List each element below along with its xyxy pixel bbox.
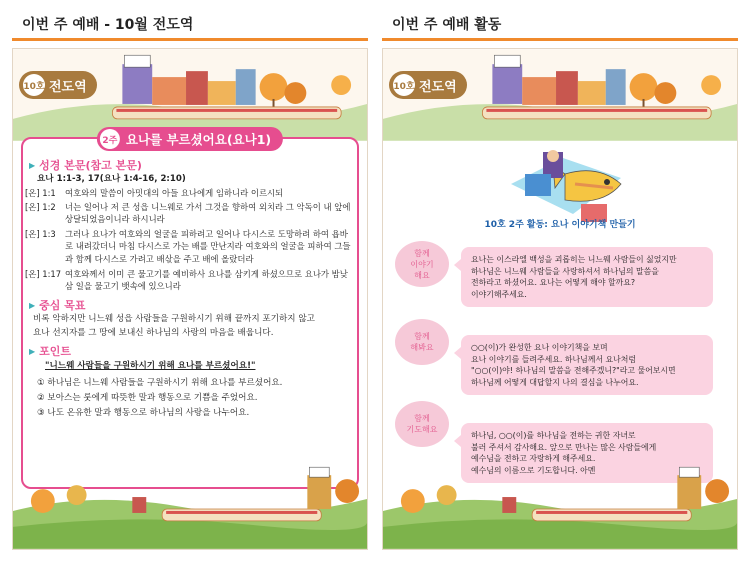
step-line: 이야기해주세요. xyxy=(471,289,527,299)
point-item: ② 보아스는 룻에게 따뜻한 말과 행동으로 기쁨을 주었어요. xyxy=(37,393,258,403)
step-label-line: 이야기 xyxy=(410,259,434,269)
verse-text: 여호와께서 이미 큰 물고기를 예비하사 요나를 삼키게 하셨으므로 요나가 밤낮 삼 일을 물고기 뱃속에 있으니라 xyxy=(65,269,348,292)
step-line: 예수님을 전하고 자랑하게 해주세요. xyxy=(471,454,596,463)
step-line: 불러 주셔서 감사해요. 앞으로 만나는 많은 사람들에게 xyxy=(471,442,657,452)
verse-ref: [온] 1:17 xyxy=(25,269,62,279)
scripture-heading xyxy=(29,157,142,173)
point-item: ① 하나님은 니느웨 사람들을 구원하시기 위해 요나를 부르셨어요. xyxy=(37,378,283,388)
volume-label: 전도역 xyxy=(419,79,457,95)
step-line: 하나님께 어떻게 대답할지 나의 결심을 나누어요. xyxy=(471,377,639,387)
triangle-bullet-icon: ▶ xyxy=(29,160,36,170)
step-label-line: 함께 xyxy=(414,248,430,258)
step-line: 하나님은 니느웨 사람들을 사랑하셔서 하나님의 말씀을 xyxy=(471,266,659,276)
volume-number: 10호 xyxy=(23,74,45,96)
step-label-line: 해요 xyxy=(414,270,430,280)
step-line: 전하라고 하셨어요. 요나는 어떻게 해야 할까요? xyxy=(471,278,636,287)
step-line: "○○(이)야! 하나님의 말씀을 전해주겠니?"라고 물어보시면 xyxy=(471,366,676,375)
step-label-pray xyxy=(395,401,449,447)
step-line: 요나 이야기를 들려주세요. 하나님께서 요나처럼 xyxy=(471,354,636,364)
points-heading-text: 포인트 xyxy=(39,345,72,358)
village-footer-illustration xyxy=(13,461,367,549)
left-slide-title: 이번 주 예배 - 10월 전도역 xyxy=(22,17,194,33)
goal-heading-text: 중심 목표 xyxy=(39,299,86,312)
volume-badge xyxy=(389,71,467,99)
verse-row xyxy=(25,228,355,265)
step-card-talk xyxy=(461,247,713,307)
step-label-line: 함께 xyxy=(414,332,430,341)
right-title-rule xyxy=(382,38,738,41)
triangle-bullet-icon: ▶ xyxy=(29,346,36,356)
lesson-sheet xyxy=(21,132,359,489)
goal-heading xyxy=(29,297,86,313)
verse-ref: [온] 1:2 xyxy=(25,202,56,212)
week-badge: 2주 xyxy=(100,129,120,149)
lesson-panel xyxy=(12,48,368,550)
verse-text: 너는 일어나 저 큰 성읍 니느웨로 가서 그것을 향하여 외치라 그 악독이 내 앞에 상달되었음이니라 하시니라 xyxy=(65,202,351,225)
step-label-do xyxy=(395,319,449,365)
verse-text: 그러나 요나가 여호와의 얼굴을 피하려고 일어나 다시스로 도망하려 하여 욥바로 내려갔더니 마침 다시스로 가는 배를 만난지라 여호와의 얼굴을 피하여 그들과 함께 다시스로 가려고 배삯을 주고 배에 올랐더라 xyxy=(65,229,351,264)
volume-badge xyxy=(19,71,97,99)
point-item: ③ 나도 온유한 말과 행동으로 하나님의 사랑을 나누어요. xyxy=(37,408,250,418)
points-quote: "니느웨 사람들을 구원하시기 위해 요나를 부르셨어요!" xyxy=(45,361,256,371)
goal-line: 요나 선지자를 그 땅에 보내신 하나님의 사랑의 마음을 배웁니다. xyxy=(33,328,274,338)
volume-label: 전도역 xyxy=(49,79,87,95)
verse-row xyxy=(25,201,355,226)
volume-number: 10호 xyxy=(393,74,415,96)
lesson-title xyxy=(97,127,283,151)
scripture-heading-text: 성경 본문(참고 본문) xyxy=(39,159,142,172)
step-line: ○○(이)가 완성한 요나 이야기책을 보며 xyxy=(471,343,608,352)
step-line: 하나님, ○○(이)를 하나님을 전하는 귀한 자녀로 xyxy=(471,431,636,440)
step-label-talk xyxy=(395,241,449,287)
activity-title: 10호 2주 활동: 요나 이야기책 만들기 xyxy=(484,220,636,230)
step-label-line: 해봐요 xyxy=(410,343,434,352)
points-heading xyxy=(29,343,71,359)
step-card-do xyxy=(461,335,713,395)
activity-panel xyxy=(382,48,738,550)
verse-ref: [온] 1:1 xyxy=(25,188,56,198)
village-footer-illustration xyxy=(383,461,737,549)
goal-line: 비록 악하지만 니느웨 성읍 사람들을 구원하시기 위해 끝까지 포기하지 않고 xyxy=(33,314,315,324)
right-slide-title: 이번 주 예배 활동 xyxy=(392,17,502,33)
verse-row xyxy=(25,268,355,293)
verse-text: 여호와의 말씀이 아밋대의 아들 요나에게 임하니라 이르시되 xyxy=(65,188,284,198)
step-line: 예수님의 이름으로 기도합니다. 아멘 xyxy=(471,465,596,475)
lesson-title-text: 요나를 부르셨어요(요나1) xyxy=(125,132,272,147)
left-title-rule xyxy=(12,38,368,41)
scripture-reference: 요나 1:1-3, 17(요나 1:4-16, 2:10) xyxy=(37,174,186,184)
step-label-line: 기도해요 xyxy=(406,425,438,434)
step-line: 요나는 이스라엘 백성을 괴롭히는 니느웨 사람들이 싫었지만 xyxy=(471,255,677,264)
step-label-line: 함께 xyxy=(414,414,430,423)
triangle-bullet-icon: ▶ xyxy=(29,300,36,310)
verse-row xyxy=(25,187,355,199)
verse-ref: [온] 1:3 xyxy=(25,229,56,239)
